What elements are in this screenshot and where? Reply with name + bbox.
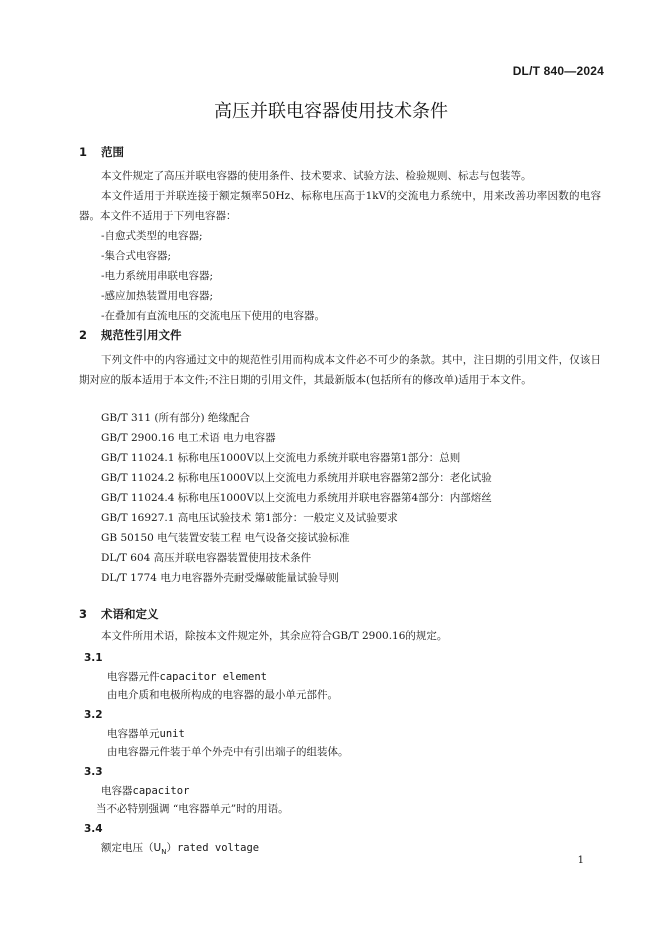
standard-code: DL/T 840—2024 bbox=[512, 64, 604, 78]
clause-number: 3.3 bbox=[84, 766, 103, 778]
document-title: 高压并联电容器使用技术条件 bbox=[214, 101, 448, 122]
section-title: 规范性引用文件 bbox=[101, 328, 182, 342]
term-zh: 电容器 bbox=[101, 785, 133, 797]
term-zh-prefix: 额定电压（U bbox=[101, 842, 162, 854]
section-3-heading bbox=[79, 606, 159, 622]
clause-number: 3.2 bbox=[84, 709, 103, 721]
reference-item: DL/T 1774 电力电容器外壳耐受爆破能量试验导则 bbox=[101, 572, 339, 584]
term-en: rated voltage bbox=[176, 842, 260, 854]
term-zh-subscript: N bbox=[161, 848, 167, 857]
term-zh: 电容器元件 bbox=[107, 671, 160, 683]
clause-number: 3.1 bbox=[84, 652, 103, 664]
term-definition: 由电容器元件装于单个外壳中有引出端子的组装体。 bbox=[107, 746, 349, 758]
references-intro: 下列文件中的内容通过文中的规范性引用而构成本文件必不可少的条款。其中，注日期的引用文件，仅该日期对应的版本适用于本文件;不注日期的引用文件，其最新版本(包括所有的修改单)适用于本文件。 bbox=[79, 354, 601, 386]
term-definition: 由电介质和电极所构成的电容器的最小单元部件。 bbox=[107, 689, 338, 701]
section-title: 范围 bbox=[101, 145, 124, 159]
clause-number: 3.4 bbox=[84, 823, 103, 835]
exclusion-item: -在叠加有直流电压的交流电压下使用的电容器。 bbox=[101, 310, 326, 322]
term-zh: 电容器单元 bbox=[107, 728, 160, 740]
reference-item: GB/T 311 (所有部分) 绝缘配合 bbox=[101, 412, 250, 424]
section-title: 术语和定义 bbox=[101, 607, 159, 621]
exclusion-item: -自愈式类型的电容器; bbox=[101, 230, 203, 242]
reference-item: GB/T 11024.2 标称电压1000V以上交流电力系统用并联电容器第2部分：老化试验 bbox=[101, 472, 492, 484]
section-1-heading bbox=[79, 144, 124, 160]
term-en: capacitor bbox=[132, 785, 190, 797]
reference-item: DL/T 604 高压并联电容器装置使用技术条件 bbox=[101, 552, 312, 564]
reference-item: GB/T 16927.1 高电压试验技术 第1部分：一般定义及试验要求 bbox=[101, 512, 398, 524]
term-en: unit bbox=[159, 728, 185, 740]
section-number: 3 bbox=[79, 607, 88, 621]
section-2-heading bbox=[79, 327, 182, 343]
term-definition: 当不必特别强调 “电容器单元”时的用语。 bbox=[96, 803, 289, 815]
term-entry bbox=[107, 669, 267, 685]
exclusion-item: -集合式电容器; bbox=[101, 250, 172, 262]
reference-item: GB/T 2900.16 电工术语 电力电容器 bbox=[101, 432, 276, 444]
reference-item: GB/T 11024.4 标称电压1000V以上交流电力系统用并联电容器第4部分：内部熔丝 bbox=[101, 492, 492, 504]
reference-item: GB 50150 电气装置安装工程 电气设备交接试验标准 bbox=[101, 532, 350, 544]
term-en: capacitor element bbox=[159, 671, 267, 683]
scope-paragraph-1: 本文件规定了高压并联电容器的使用条件、技术要求、试验方法、检验规则、标志与包装等。 bbox=[101, 170, 532, 182]
term-zh-suffix: ） bbox=[166, 842, 177, 854]
section-number: 2 bbox=[79, 328, 88, 342]
terms-intro: 本文件所用术语，除按本文件规定外，其余应符合GB/T 2900.16的规定。 bbox=[101, 630, 448, 642]
exclusion-item: -感应加热装置用电容器; bbox=[101, 290, 214, 302]
page-number: 1 bbox=[577, 855, 584, 866]
exclusion-item: -电力系统用串联电容器; bbox=[101, 270, 214, 282]
scope-paragraph-2: 本文件适用于并联连接于额定频率50Hz、标称电压高于1kV的交流电力系统中，用来改善功率因数的电容器。本文件不适用于下列电容器： bbox=[79, 190, 601, 222]
reference-item: GB/T 11024.1 标称电压1000V以上交流电力系统并联电容器第1部分：总则 bbox=[101, 452, 461, 464]
term-entry bbox=[101, 783, 189, 799]
term-entry bbox=[101, 840, 259, 860]
term-entry bbox=[107, 726, 185, 742]
section-number: 1 bbox=[79, 145, 88, 159]
